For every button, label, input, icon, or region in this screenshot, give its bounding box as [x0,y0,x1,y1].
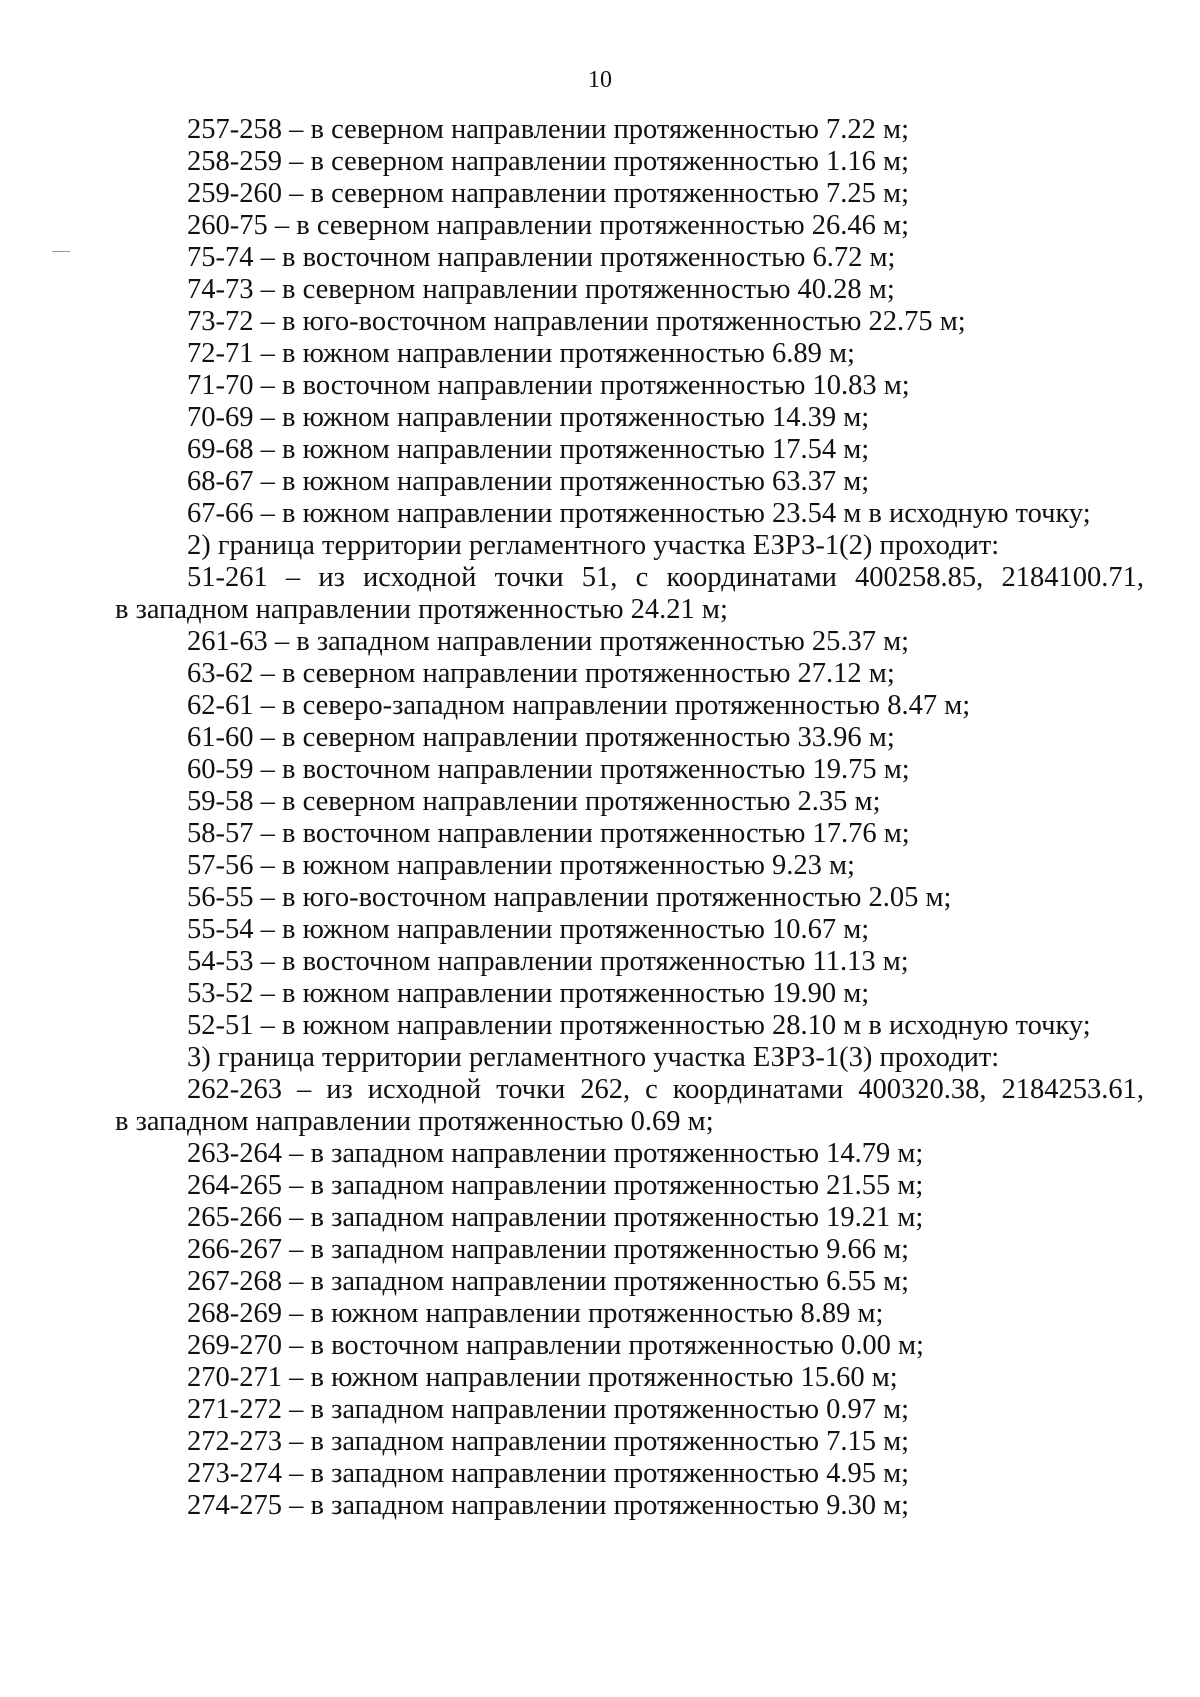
document-line: 60-59 – в восточном направлении протяженностью 19.75 м; [187,754,910,785]
document-line: 266-267 – в западном направлении протяженностью 9.66 м; [187,1234,910,1265]
document-line: 269-270 – в восточном направлении протяженностью 0.00 м; [187,1330,924,1361]
document-line: 258-259 – в северном направлении протяженностью 1.16 м; [187,146,910,177]
document-line: 274-275 – в западном направлении протяженностью 9.30 м; [187,1490,910,1521]
document-line: 74-73 – в северном направлении протяженностью 40.28 м; [187,274,895,305]
document-line: 262-263 – из исходной точки 262, с координатами 400320.38, 2184253.61, [187,1074,1144,1105]
document-line: в западном направлении протяженностью 24.21 м; [115,594,728,625]
document-line: 68-67 – в южном направлении протяженностью 63.37 м; [187,466,870,497]
section-heading: 3) граница территории регламентного участка ЕЗРЗ-1(3) проходит: [187,1042,1000,1073]
document-line: 265-266 – в западном направлении протяженностью 19.21 м; [187,1202,924,1233]
document-line: 51-261 – из исходной точки 51, с координатами 400258.85, 2184100.71, [187,562,1144,593]
document-line: 71-70 – в восточном направлении протяженностью 10.83 м; [187,370,910,401]
page-number: 10 [588,67,612,93]
document-line: 70-69 – в южном направлении протяженностью 14.39 м; [187,402,870,433]
document-line: 54-53 – в восточном направлении протяженностью 11.13 м; [187,946,909,977]
document-line: 63-62 – в северном направлении протяженностью 27.12 м; [187,658,895,689]
document-line: 264-265 – в западном направлении протяженностью 21.55 м; [187,1170,924,1201]
document-line: 261-63 – в западном направлении протяженностью 25.37 м; [187,626,910,657]
document-line: 273-274 – в западном направлении протяженностью 4.95 м; [187,1458,910,1489]
document-line: 57-56 – в южном направлении протяженностью 9.23 м; [187,850,855,881]
document-line: 53-52 – в южном направлении протяженностью 19.90 м; [187,978,870,1009]
document-line: 257-258 – в северном направлении протяженностью 7.22 м; [187,114,910,145]
document-line: 58-57 – в восточном направлении протяженностью 17.76 м; [187,818,910,849]
section-heading: 2) граница территории регламентного участка ЕЗРЗ-1(2) проходит: [187,530,1000,561]
document-line: 69-68 – в южном направлении протяженностью 17.54 м; [187,434,870,465]
document-line: 270-271 – в южном направлении протяженностью 15.60 м; [187,1362,898,1393]
document-line: 59-58 – в северном направлении протяженностью 2.35 м; [187,786,881,817]
document-line: 263-264 – в западном направлении протяженностью 14.79 м; [187,1138,924,1169]
margin-mark [52,251,70,252]
document-line: 272-273 – в западном направлении протяженностью 7.15 м; [187,1426,910,1457]
document-line: 72-71 – в южном направлении протяженностью 6.89 м; [187,338,855,369]
document-line: 61-60 – в северном направлении протяженностью 33.96 м; [187,722,895,753]
document-line: 52-51 – в южном направлении протяженностью 28.10 м в исходную точку; [187,1010,1091,1041]
document-line: 56-55 – в юго-восточном направлении протяженностью 2.05 м; [187,882,952,913]
document-line: 268-269 – в южном направлении протяженностью 8.89 м; [187,1298,884,1329]
document-line: 75-74 – в восточном направлении протяженностью 6.72 м; [187,242,896,273]
document-line: 62-61 – в северо-западном направлении протяженностью 8.47 м; [187,690,971,721]
document-line: 55-54 – в южном направлении протяженностью 10.67 м; [187,914,870,945]
document-line: 67-66 – в южном направлении протяженностью 23.54 м в исходную точку; [187,498,1091,529]
document-line: 73-72 – в юго-восточном направлении протяженностью 22.75 м; [187,306,966,337]
document-line: 271-272 – в западном направлении протяженностью 0.97 м; [187,1394,910,1425]
document-line: в западном направлении протяженностью 0.69 м; [115,1106,714,1137]
document-line: 267-268 – в западном направлении протяженностью 6.55 м; [187,1266,910,1297]
document-line: 259-260 – в северном направлении протяженностью 7.25 м; [187,178,910,209]
document-line: 260-75 – в северном направлении протяженностью 26.46 м; [187,210,910,241]
